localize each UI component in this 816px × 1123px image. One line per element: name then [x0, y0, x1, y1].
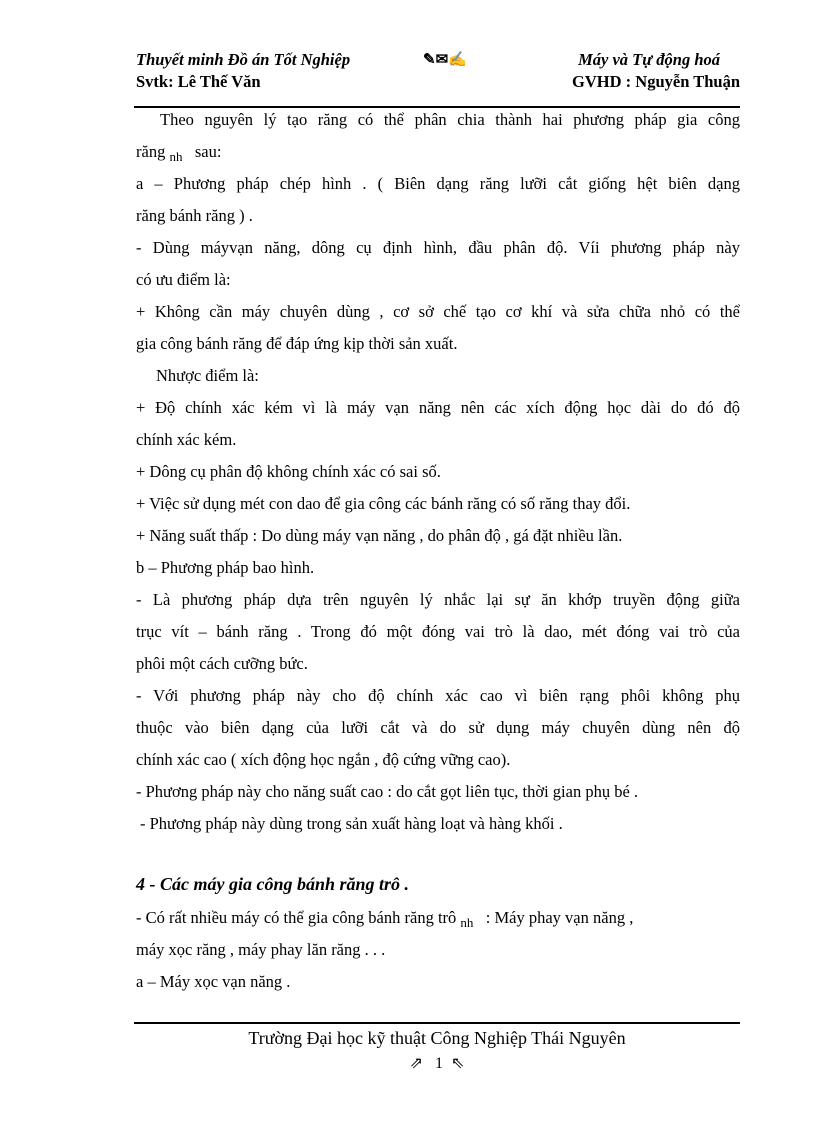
body-line-17: trục vít – bánh răng . Trong đó một đóng vai trò là dao, mét đóng vai trò của — [136, 622, 740, 641]
body-line-7: + Không cần máy chuyên dùng , cơ sở chế tạo cơ khí và sửa chữa nhỏ có thể — [136, 302, 740, 321]
section-4-line-1-sub: nh — [460, 915, 474, 930]
body-line-18: phôi một cách cưỡng bức. — [136, 654, 308, 673]
body-line-11: chính xác kém. — [136, 430, 237, 449]
footer-rule — [134, 1022, 740, 1024]
body-line-16: - Là phương pháp dựa trên nguyên lý nhắc lại sự ăn khớp truyền động giữa — [136, 590, 740, 609]
header-department: Máy và Tự động hoá — [578, 50, 720, 69]
body-line-2-sub: nh — [169, 149, 183, 164]
page-number: 1 — [435, 1055, 443, 1072]
section-4-line-1-end: : Máy phay vạn năng , — [485, 908, 634, 927]
section-4-line-2: máy xọc răng , máy phay lăn răng . . . — [136, 940, 386, 959]
header-ornament-icon: ✎✉✍ — [423, 52, 467, 68]
body-line-23: - Phương pháp này dùng trong sản xuất hàng loạt và hàng khối . — [140, 814, 563, 833]
body-line-21: chính xác cao ( xích động học ngắn , độ cứng vững cao). — [136, 750, 511, 769]
body-line-22: - Phương pháp này cho năng suất cao : do cắt gọt liên tục, thời gian phụ bé . — [136, 782, 639, 801]
body-line-14: + Năng suất thấp : Do dùng máy vạn năng , do phân độ , gá đặt nhiều lần. — [136, 526, 623, 545]
body-line-4: răng bánh răng ) . — [136, 206, 253, 225]
arrow-right-icon: ⇖ — [451, 1055, 465, 1072]
section-4-heading: 4 - Các máy gia công bánh răng trô . — [136, 874, 410, 894]
header-student: Svtk: Lê Thế Văn — [136, 72, 261, 91]
body-line-13: + Việc sử dụng mét con dao để gia công các bánh răng có số răng thay đổi. — [136, 494, 631, 513]
body-line-10: + Độ chính xác kém vì là máy vạn năng nên các xích động học dài do đó độ — [136, 398, 740, 417]
body-line-2-text: răng — [136, 142, 166, 161]
section-4-line-1 — [136, 908, 740, 928]
body-line-12: + Dông cụ phân độ không chính xác có sai số. — [136, 462, 441, 481]
body-line-6: có ưu điểm là: — [136, 270, 231, 289]
header-advisor: GVHD : Nguyễn Thuận — [572, 72, 740, 91]
footer-page — [134, 1053, 740, 1073]
body-line-5: - Dùng máyvạn năng, dông cụ định hình, đầu phân độ. Víi phương pháp này — [136, 238, 740, 257]
body-line-19: - Với phương pháp này cho độ chính xác cao vì biên rạng phôi không phụ — [136, 686, 740, 705]
section-4-line-3: a – Máy xọc vạn năng . — [136, 972, 291, 991]
footer-school: Trường Đại học kỹ thuật Công Nghiệp Thái Nguyên — [248, 1028, 626, 1048]
body-line-3: a – Phương pháp chép hình . ( Biên dạng răng lưỡi cắt giống hệt biên dạng — [136, 174, 740, 193]
header-row-2 — [136, 72, 740, 94]
body-line-9: Nhược điểm là: — [156, 366, 259, 385]
body-line-2-end: sau: — [194, 142, 222, 161]
header-row-1 — [136, 50, 740, 72]
body-line-2 — [136, 142, 740, 162]
body-line-8: gia công bánh răng để đáp ứng kịp thời sản xuất. — [136, 334, 458, 353]
body-line-1: Theo nguyên lý tạo răng có thể phân chia thành hai phương pháp gia công — [160, 110, 740, 129]
section-4-line-1-text: - Có rất nhiều máy có thể gia công bánh răng trô — [136, 908, 457, 927]
body-line-15: b – Phương pháp bao hình. — [136, 558, 315, 577]
header-rule — [134, 106, 740, 108]
arrow-left-icon: ⇗ — [409, 1055, 423, 1072]
body-line-20: thuộc vào biên dạng của lưỡi cắt và do sử dụng máy chuyên dùng nên độ — [136, 718, 740, 737]
header-doc-title: Thuyết minh Đồ án Tốt Nghiệp — [136, 50, 351, 69]
